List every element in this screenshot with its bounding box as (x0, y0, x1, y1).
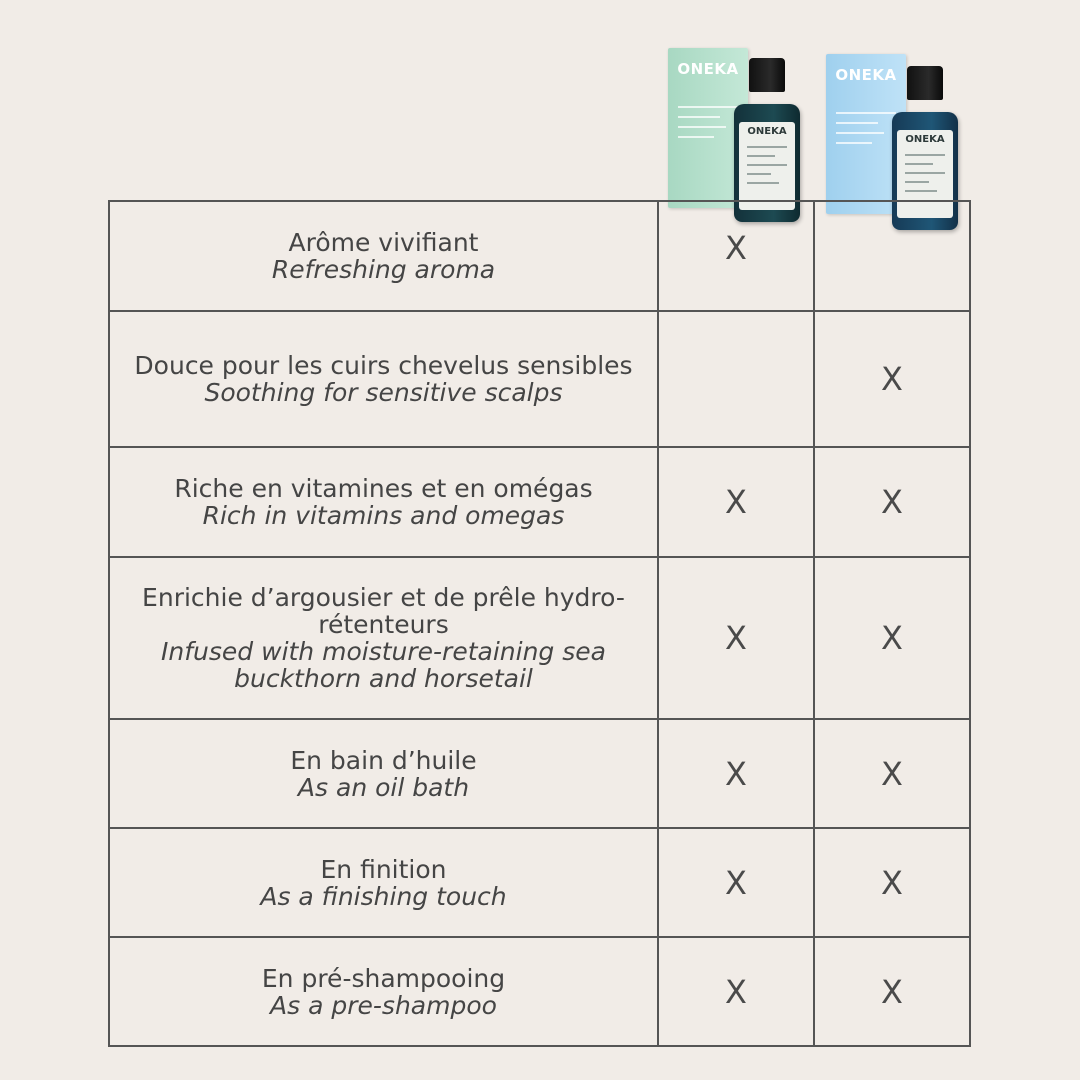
feature-fr: En pré-shampooing (261, 963, 506, 993)
mark-product-2: X (814, 937, 970, 1046)
feature-fr: Riche en vitamines et en omégas (174, 474, 593, 503)
feature-en: Soothing for sensitive scalps (204, 378, 563, 407)
bottle-brand-logo: ONEKA (747, 126, 787, 137)
mark-product-1: X (658, 828, 814, 937)
mark-product-2: X (814, 828, 970, 937)
table-row (109, 447, 970, 557)
feature-en: As a pre-shampoo (270, 990, 497, 1020)
feature-cell (109, 201, 658, 311)
feature-en: As an oil bath (297, 772, 470, 802)
feature-cell (109, 937, 658, 1046)
bottle-brand-logo: ONEKA (905, 134, 945, 145)
mark-product-1: X (658, 447, 814, 557)
mark-product-2: X (814, 447, 970, 557)
box-brand-logo: ONEKA (835, 66, 897, 84)
comparison-table (108, 200, 971, 1047)
feature-cell (109, 828, 658, 937)
bottle-cap (749, 58, 785, 92)
mark-product-1: X (658, 201, 814, 311)
table-row (109, 937, 970, 1046)
feature-fr: En finition (320, 854, 447, 884)
table-row (109, 719, 970, 828)
feature-fr: Douce pour les cuirs chevelus sensibles (134, 351, 633, 380)
box-brand-logo: ONEKA (677, 60, 739, 78)
table-row (109, 311, 970, 447)
table-row (109, 201, 970, 311)
feature-fr: Enrichie d’argousier et de prêle hydro-rétenteurs (142, 583, 625, 639)
feature-en: Refreshing aroma (271, 255, 496, 284)
feature-cell (109, 719, 658, 828)
mark-product-2: X (814, 311, 970, 447)
mark-product-1: X (658, 719, 814, 828)
feature-en: As a finishing touch (260, 881, 507, 911)
feature-en: Infused with moisture-retaining sea buckthorn and horsetail (161, 637, 606, 693)
mark-product-2 (814, 201, 970, 311)
mark-product-1: X (658, 557, 814, 719)
mark-product-1: X (658, 937, 814, 1046)
mark-product-2: X (814, 719, 970, 828)
feature-cell (109, 447, 658, 557)
feature-cell (109, 311, 658, 447)
feature-fr: En bain d’huile (290, 745, 477, 775)
mark-product-1 (658, 311, 814, 447)
feature-fr: Arôme vivifiant (288, 228, 479, 257)
table-row (109, 828, 970, 937)
feature-cell (109, 557, 658, 719)
table-row (109, 557, 970, 719)
bottle-cap (907, 66, 943, 100)
mark-product-2: X (814, 557, 970, 719)
feature-en: Rich in vitamins and omegas (202, 501, 565, 530)
